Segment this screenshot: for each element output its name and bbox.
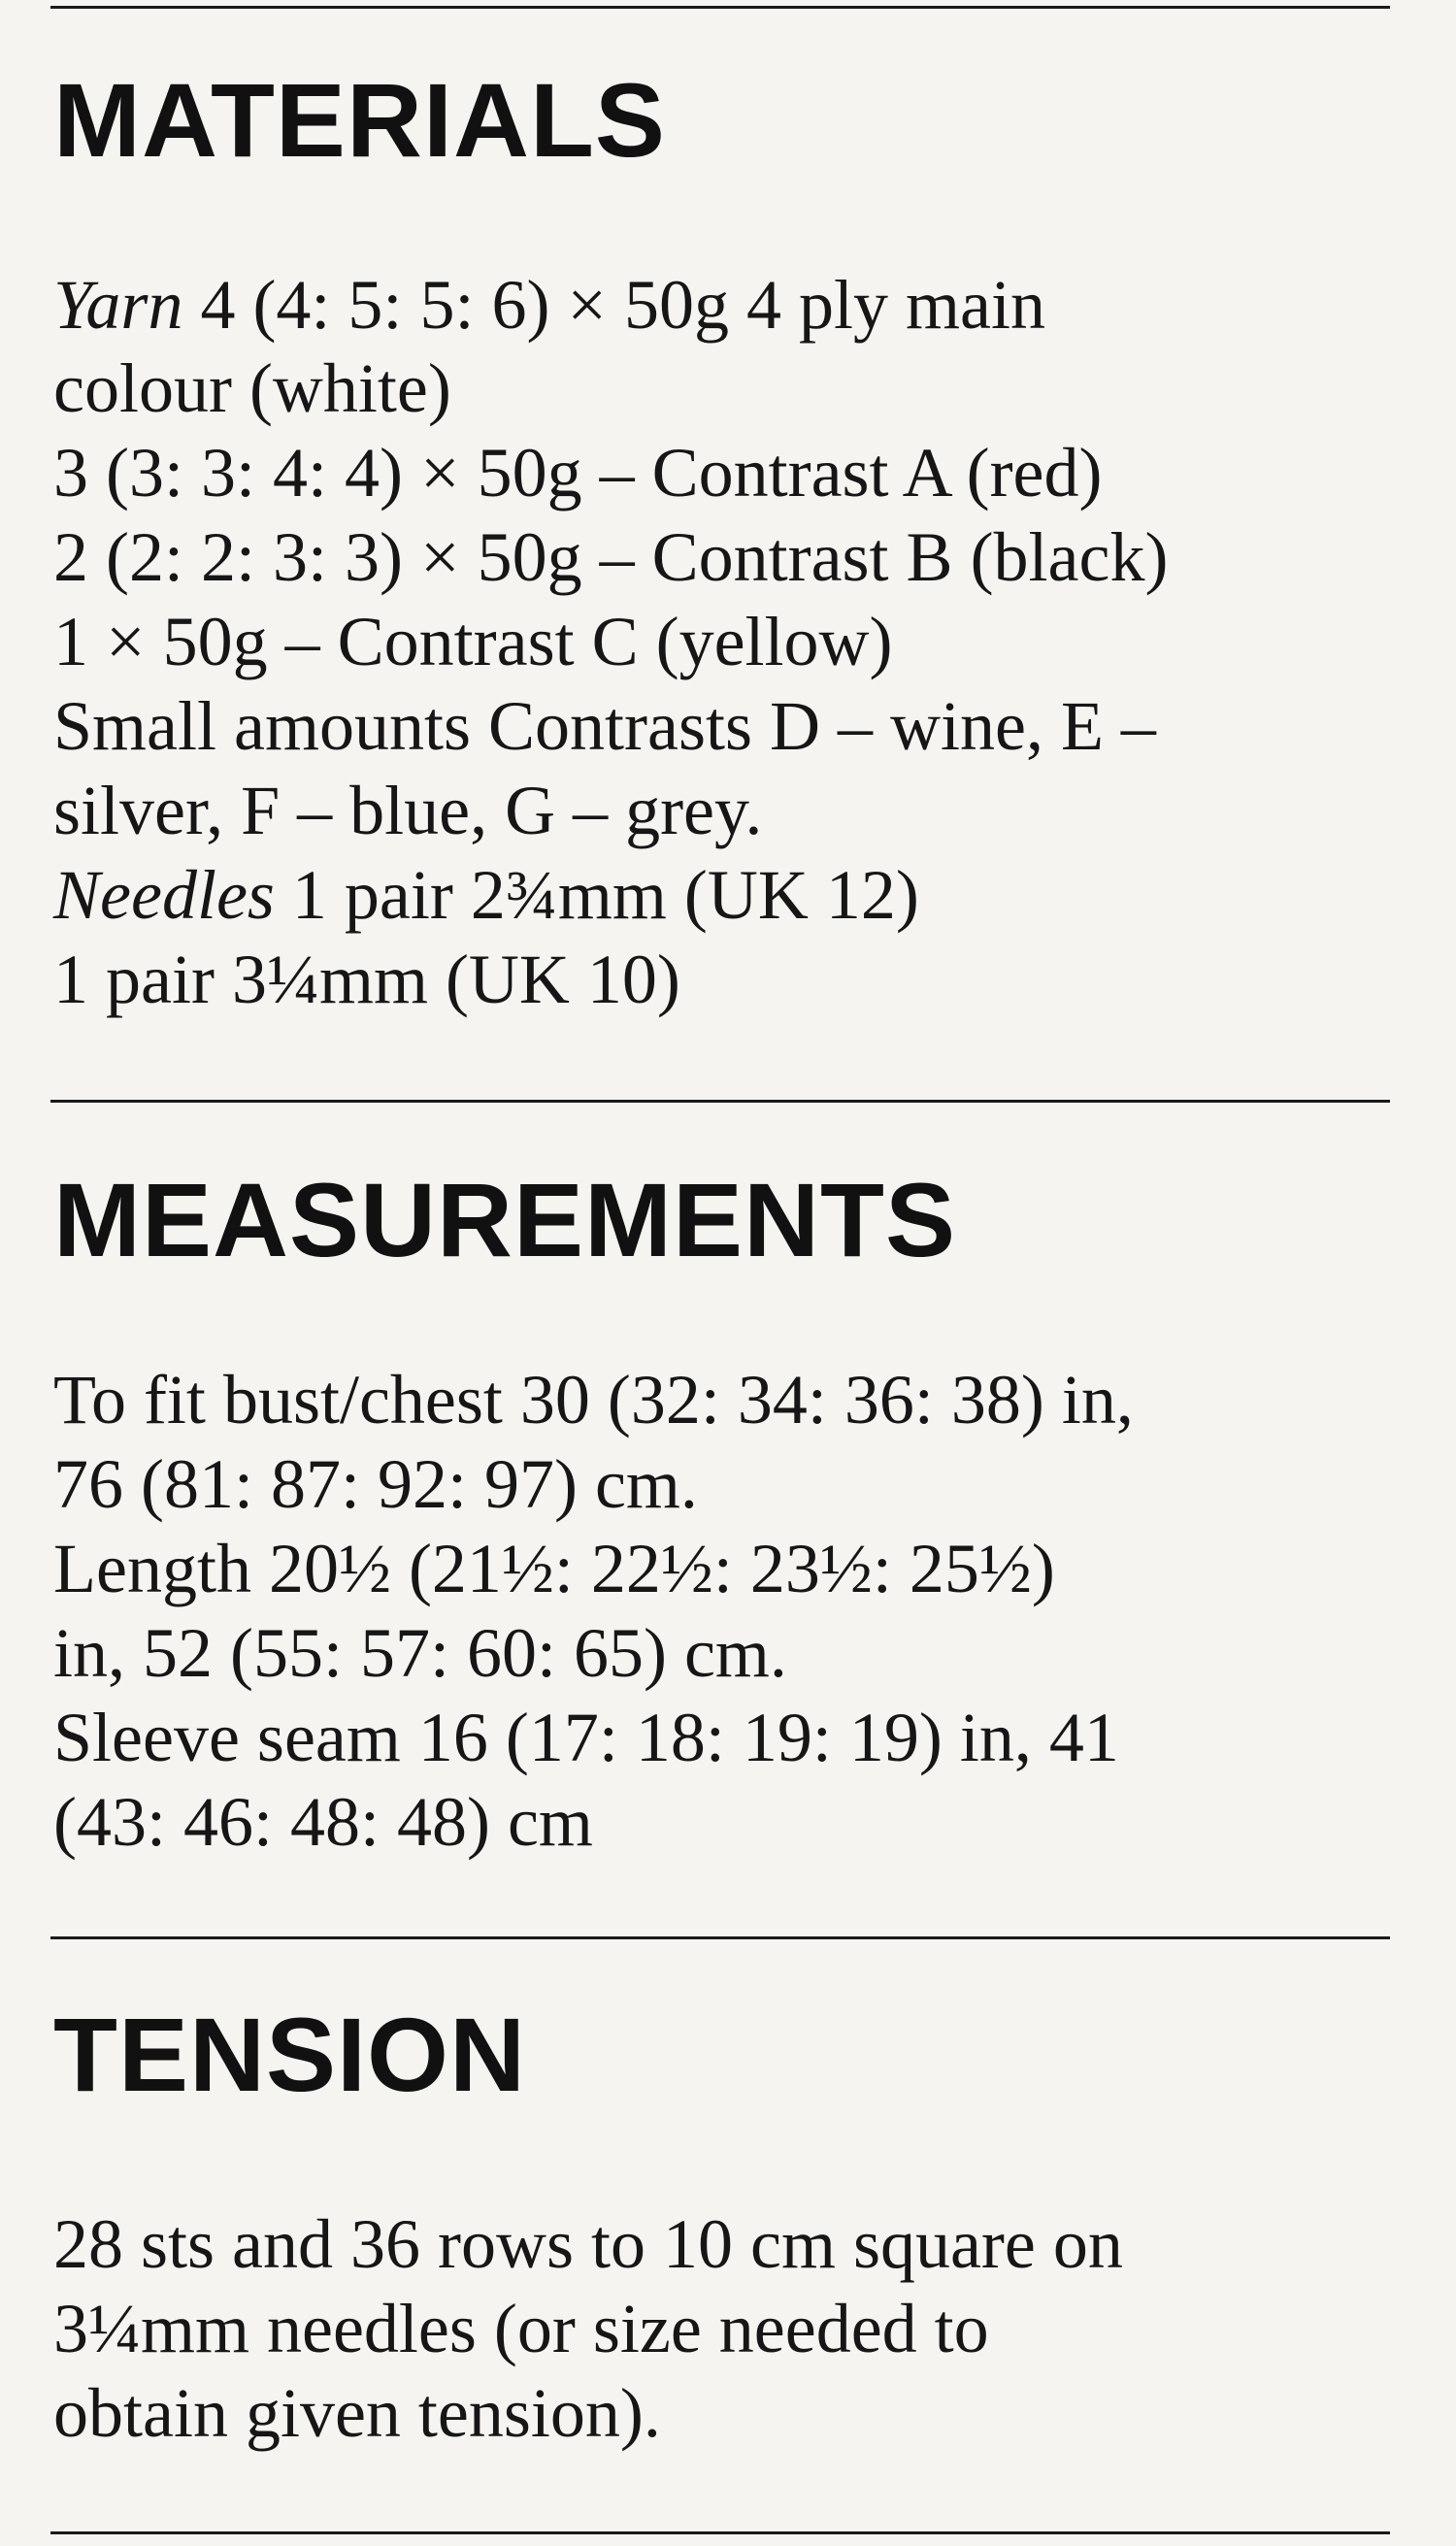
section-heading-materials: MATERIALS — [53, 61, 666, 179]
materials-line: 1 × 50g – Contrast C (yellow) — [53, 603, 893, 680]
materials-line: silver, F – blue, G – grey. — [53, 772, 763, 849]
section-heading-tension: TENSION — [53, 1996, 527, 2113]
tension-line: obtain given tension). — [53, 2374, 661, 2452]
materials-line: 1 pair 3¼mm (UK 10) — [53, 941, 680, 1018]
materials-line: 3 (3: 3: 4: 4) × 50g – Contrast A (red) — [53, 434, 1103, 512]
divider-rule-materials — [50, 1100, 1390, 1103]
label-needles: Needles — [53, 856, 275, 934]
materials-line-yarn — [53, 262, 1045, 347]
measurements-line: in, 52 (55: 57: 60: 65) cm. — [53, 1614, 787, 1692]
measurements-line: To fit bust/chest 30 (32: 34: 36: 38) in, — [53, 1361, 1134, 1438]
divider-rule-bottom — [50, 2531, 1390, 2534]
measurements-line: Length 20½ (21½: 22½: 23½: 25½) — [53, 1530, 1055, 1607]
materials-line: colour (white) — [53, 349, 451, 427]
label-yarn: Yarn — [53, 266, 183, 344]
tension-line: 28 sts and 36 rows to 10 cm square on — [53, 2205, 1123, 2283]
divider-rule-top — [50, 6, 1390, 9]
section-heading-measurements: MEASUREMENTS — [53, 1161, 957, 1278]
materials-line: Small amounts Contrasts D – wine, E – — [53, 687, 1156, 765]
materials-line: 2 (2: 2: 3: 3) × 50g – Contrast B (black) — [53, 518, 1169, 596]
materials-text: 1 pair 2¾mm (UK 12) — [274, 856, 919, 934]
tension-line: 3¼mm needles (or size needed to — [53, 2290, 989, 2367]
measurements-line: Sleeve seam 16 (17: 18: 19: 19) in, 41 — [53, 1699, 1119, 1776]
materials-line-needles — [53, 852, 919, 938]
measurements-line: 76 (81: 87: 92: 97) cm. — [53, 1445, 698, 1523]
materials-text: 4 (4: 5: 5: 6) × 50g 4 ply main — [182, 266, 1045, 344]
measurements-line: (43: 46: 48: 48) cm — [53, 1783, 593, 1861]
divider-rule-measurements — [50, 1936, 1390, 1939]
